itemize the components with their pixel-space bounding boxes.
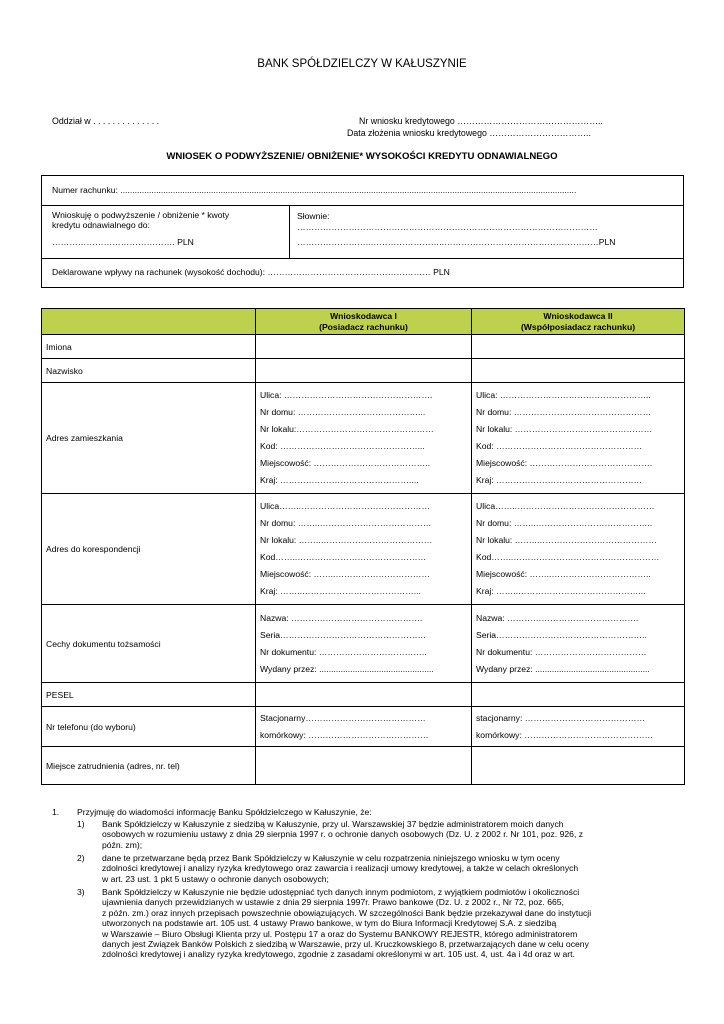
application-date-field[interactable]: Data złożenia wniosku kredytowego …………………………….. bbox=[347, 128, 591, 138]
clause-number: 1) bbox=[77, 819, 85, 829]
first-names-label: Imiona bbox=[42, 335, 256, 359]
field-line[interactable]: Kod……..…………………………………………… bbox=[476, 552, 660, 562]
field-line[interactable]: Ulica: …………………………………………….. bbox=[476, 390, 651, 400]
branch-field[interactable]: Oddział w . . . . . . . . . . . . . . bbox=[52, 116, 160, 126]
field-line[interactable]: Miejscowość: ……………………………………. bbox=[476, 458, 653, 468]
field-line[interactable]: komórkowy: ……………………………………… bbox=[476, 729, 654, 740]
field-line[interactable]: Kod: …………………………………………... bbox=[260, 441, 425, 451]
field-line[interactable]: Nr dokumentu: ………………………………… bbox=[476, 646, 647, 657]
field-line[interactable]: Miejscowość: ……..…………………………… bbox=[260, 569, 430, 579]
declared-income-field[interactable]: Deklarowane wpływy na rachunek (wysokość dochodu): ………………………………………………… PLN bbox=[52, 267, 450, 277]
amount-in-words-label: Słownie: bbox=[297, 211, 330, 221]
field-line[interactable]: Nr domu: ……..………………………………… bbox=[260, 518, 432, 528]
field-line[interactable]: Kod……..……………………………………… bbox=[260, 552, 427, 562]
applicant-1-phone[interactable] bbox=[256, 707, 472, 747]
field-line[interactable]: stacjonarny: …………………………………… bbox=[476, 712, 646, 723]
application-number-field[interactable]: Nr wniosku kredytowego ………………………………………….. bbox=[359, 116, 603, 126]
applicant-2-workplace[interactable] bbox=[472, 747, 685, 785]
applicant-2-home-address[interactable] bbox=[472, 383, 685, 494]
clause-number: 3) bbox=[77, 887, 85, 897]
bank-name: BANK SPÓŁDZIELCZY W KAŁUSZYNIE bbox=[257, 58, 467, 70]
applicant-1-first-names[interactable] bbox=[256, 335, 472, 359]
field-line[interactable]: Kraj: ……..……………………………………... bbox=[476, 586, 646, 596]
applicant-2-surname[interactable] bbox=[472, 359, 685, 383]
correspondence-address-label: Adres do korespondencji bbox=[42, 494, 256, 605]
field-line[interactable]: Nazwa: ………………………………………. bbox=[476, 612, 639, 623]
field-line[interactable]: Seria…………………………………………… bbox=[260, 629, 427, 640]
field-line[interactable]: Ulica……..………………………………………… bbox=[476, 501, 655, 511]
field-line[interactable]: Nr lokalu:………………………………………… bbox=[260, 424, 434, 434]
request-label: Wnioskuję o podwyższenie / obniżenie * kwoty kredytu odnawialnego do: bbox=[52, 210, 230, 230]
surname-label: Nazwisko bbox=[42, 359, 256, 383]
clause-2: dane te przetwarzane będą przez Bank Spółdzielczy w Kałuszynie w celu rozpatrzenia niniejszego wniosku w tym oceny zdolności kredytowej i analizy ryzyka kredytowego oraz zawarcia i realizacji umowy kredytowej, a także w celach określonych w art. 23 ust. 1 pkt 5 ustawy o ochronie danych osobowych; bbox=[102, 853, 579, 884]
field-line[interactable]: Nr domu: ……………………………………... bbox=[260, 407, 426, 417]
field-line[interactable]: Nr lokalu: ……..………………………………… bbox=[260, 535, 433, 545]
applicant-1-header: Wnioskodawca I (Posiadacz rachunku) bbox=[256, 309, 472, 335]
clause-number: 2) bbox=[77, 853, 85, 863]
table-corner bbox=[42, 309, 256, 335]
applicant-1-home-address[interactable] bbox=[256, 383, 472, 494]
applicant-2-first-names[interactable] bbox=[472, 335, 685, 359]
field-line[interactable]: Kraj: ……..…………………………………... bbox=[260, 586, 421, 596]
amount-field[interactable]: ……………………………………. PLN bbox=[52, 237, 194, 247]
clause-3: Bank Spółdzielczy w Kałuszynie nie będzie udostępniać tych danych innym podmiotom, z wyjątkiem podmiotów i okoliczności ujawnienia danych przewidzianych w ustawie z dnia 29 sierpnia 1997r. Prawo bankowe (Dz. U. z 2002 r., Nr 72, poz. 665, z późn. zm.) oraz innych przepisach powszechnie obowiązujących. W szczególności Bank będzie przekazywał dane do instytucji utworzonych na podstawie art. 105 ust. 4 ustawy Prawo bankowe, w tym do Biura Informacji Kredytowej S.A. z siedzibą w Warszawie – Biuro Obsługi Klienta przy ul. Postępu 17 a oraz do Systemu BANKOWY REJESTR, którego administratorem danych jest Związek Banków Polskich z siedzibą w Warszawie, przy ul. Kruczkowskiego 8, przetwarzających dane w celu oceny zdolności kredytowej i analizy ryzyka kredytowego, zgodnie z zasadami określonymi w art. 105 ust. 4, ust. 4a i 4d oraz w art. bbox=[102, 887, 592, 960]
applicant-2-id-document[interactable] bbox=[472, 605, 685, 683]
field-line[interactable]: Ulica: ……………………………………………. bbox=[260, 390, 433, 400]
field-line[interactable]: Wydany przez: ................................................ bbox=[476, 663, 650, 674]
field-line[interactable]: Miejscowość: ………………………………….. bbox=[260, 458, 430, 468]
applicant-1-workplace[interactable] bbox=[256, 747, 472, 785]
field-line[interactable]: Nr lokalu: ………………………………………… bbox=[476, 424, 653, 434]
applicant-2-header: Wnioskodawca II (Współposiadacz rachunku) bbox=[472, 309, 685, 335]
field-line[interactable]: Kraj: ……………………………………….... bbox=[260, 475, 419, 485]
applicants-table bbox=[41, 308, 685, 785]
field-line[interactable]: Nr domu: ………………………………………… bbox=[476, 407, 652, 417]
field-line[interactable]: Wydany przez: ................................................ bbox=[260, 663, 434, 674]
field-line[interactable]: Ulica……..……………………………………… bbox=[260, 501, 430, 511]
clause-1: Bank Spółdzielczy w Kałuszynie z siedzibą w Kałuszynie, przy ul. Warszawskiej 37 będzie administratorem moich danych osobowych w rozumieniu ustawy z dnia 29 sierpnia 1997 r. o ochronie danych osobowych (Dz. U. z 2002 r. Nr 101, poz. 926, z późn. zm); bbox=[102, 819, 584, 850]
amount-in-words-line1[interactable]: …………………………………………………………………………………………… bbox=[297, 222, 598, 232]
form-title: WNIOSEK O PODWYŻSZENIE/ OBNIŻENIE* WYSOKOŚCI KREDYTU ODNAWIALNEGO bbox=[166, 151, 558, 162]
applicant-1-pesel[interactable] bbox=[256, 683, 472, 707]
field-line[interactable]: Nr domu: ……..………………………………….. bbox=[476, 518, 653, 528]
applicant-2-pesel[interactable] bbox=[472, 683, 685, 707]
field-line[interactable]: komórkowy: …………………………………… bbox=[260, 729, 429, 740]
applicant-1-correspondence-address[interactable] bbox=[256, 494, 472, 605]
field-line[interactable]: Miejscowość: ……..…………………………….. bbox=[476, 569, 651, 579]
workplace-label: Miejsce zatrudnienia (adres, nr. tel) bbox=[42, 747, 256, 785]
amount-in-words-line2[interactable]: ……………………..……………………..………………………………………………PLN bbox=[297, 237, 616, 247]
note-number: 1. bbox=[52, 807, 60, 817]
account-box bbox=[41, 175, 684, 288]
applicant-1-id-document[interactable] bbox=[256, 605, 472, 683]
field-line[interactable]: Seria…………………………………………….. bbox=[476, 629, 647, 640]
field-line[interactable]: Kraj: …………………………………………… bbox=[476, 475, 643, 485]
field-line[interactable]: Stacjonarny…………………………………… bbox=[260, 712, 426, 723]
applicant-2-phone[interactable] bbox=[472, 707, 685, 747]
phone-label: Nr telefonu (do wyboru) bbox=[42, 707, 256, 747]
applicant-1-surname[interactable] bbox=[256, 359, 472, 383]
field-line[interactable]: Kod: …………………………………………… bbox=[476, 441, 643, 451]
pesel-label: PESEL bbox=[42, 683, 256, 707]
applicant-2-correspondence-address[interactable] bbox=[472, 494, 685, 605]
account-number-field[interactable]: Numer rachunku: ............................................................................................................................................................................................... bbox=[52, 185, 577, 195]
field-line[interactable]: Nr lokalu: ……..…………………………………… bbox=[476, 535, 657, 545]
note-intro: Przyjmuję do wiadomości informację Banku Spółdzielczego w Kałuszynie, że: bbox=[77, 807, 372, 817]
id-document-label: Cechy dokumentu tożsamości bbox=[42, 605, 256, 683]
home-address-label: Adres zamieszkania bbox=[42, 383, 256, 494]
field-line[interactable]: Nazwa: ………………………………………. bbox=[260, 612, 423, 623]
field-line[interactable]: Nr dokumentu: ……………………………….. bbox=[260, 646, 427, 657]
